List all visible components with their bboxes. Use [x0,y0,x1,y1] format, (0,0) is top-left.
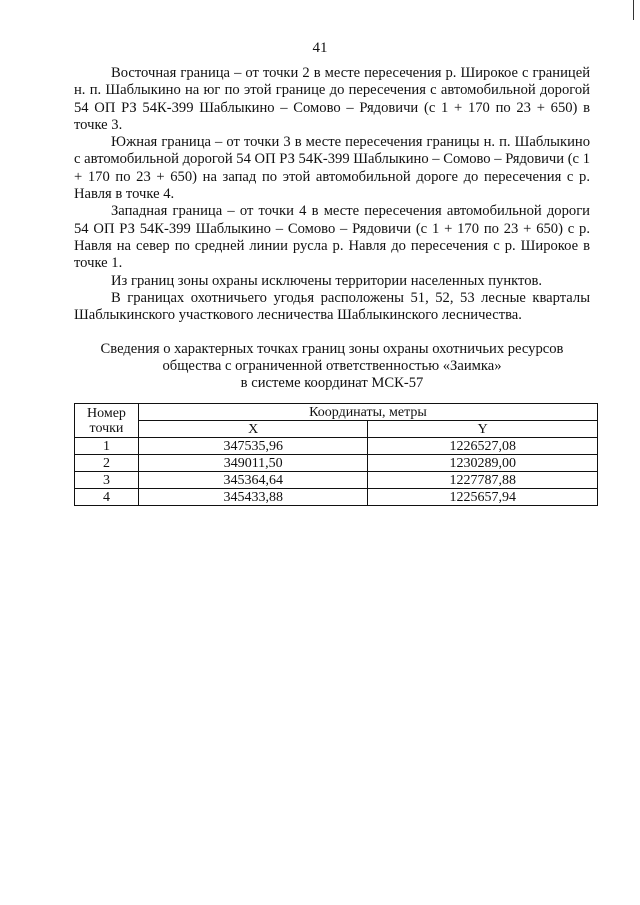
cell-y: 1230289,00 [368,455,598,472]
caption-line-2: общества с ограниченной ответственностью «Заимка» [162,358,502,374]
cell-point: 2 [75,455,139,472]
paragraph-south-border: Южная граница – от точки 3 в месте пересечения границы н. п. Шаблыкино с автомобильной дорогой 54 ОП РЗ 54К-399 Шаблыкино – Сомово – Рядовичи (с 1 + 170 по 23 + 650) на запад по этой автомобильной дороге до пересечения с р. Навля в точке 4. [74,134,590,203]
header-y: Y [368,421,598,438]
page-edge-mark [633,0,640,20]
cell-x: 347535,96 [138,438,368,455]
cell-y: 1226527,08 [368,438,598,455]
caption-line-3: в системе координат МСК-57 [240,375,424,391]
table-caption [74,341,590,392]
body-text [74,65,590,324]
table-row [75,472,598,489]
cell-y: 1225657,94 [368,489,598,506]
header-x: X [138,421,368,438]
header-point-line-1: Номер [87,405,126,421]
page-number: 41 [312,40,328,56]
paragraph-east-border: Восточная граница – от точки 2 в месте пересечения р. Широкое с границей н. п. Шаблыкино на юг по этой границе до пересечения с автомобильной дорогой 54 ОП РЗ 54К-399 Шаблыкино – Сомово – Рядовичи (с 1 + 170 по 23 + 650) в точке 3. [74,65,590,133]
cell-point: 3 [75,472,139,489]
cell-point: 4 [75,489,139,506]
header-coordinates: Координаты, метры [138,404,597,421]
table-row [75,438,598,455]
table-row [75,455,598,472]
cell-x: 345433,88 [138,489,368,506]
paragraph-forest-quarters: В границах охотничьего угодья расположены 51, 52, 53 лесные кварталы Шаблыкинского участкового лесничества Шаблыкинского лесничества. [74,289,590,324]
header-point-number [75,404,139,438]
cell-x: 345364,64 [138,472,368,489]
cell-x: 349011,50 [138,455,368,472]
caption-line-1: Сведения о характерных точках границ зоны охраны охотничьих ресурсов [100,341,564,357]
header-point-line-2: точки [89,420,124,436]
table-row [75,489,598,506]
coordinates-table [74,403,598,506]
paragraph-exclusions: Из границ зоны охраны исключены территории населенных пунктов. [111,272,543,289]
cell-point: 1 [75,438,139,455]
paragraph-west-border: Западная граница – от точки 4 в месте пересечения автомобильной дороги 54 ОП РЗ 54К-399 Шаблыкино – Сомово – Рядовичи (с 1 + 170 по 23 + 650) с р. Навля на север по средней линии русла р. Навля до пересечения с р. Широкое в точке 1. [74,203,590,272]
cell-y: 1227787,88 [368,472,598,489]
